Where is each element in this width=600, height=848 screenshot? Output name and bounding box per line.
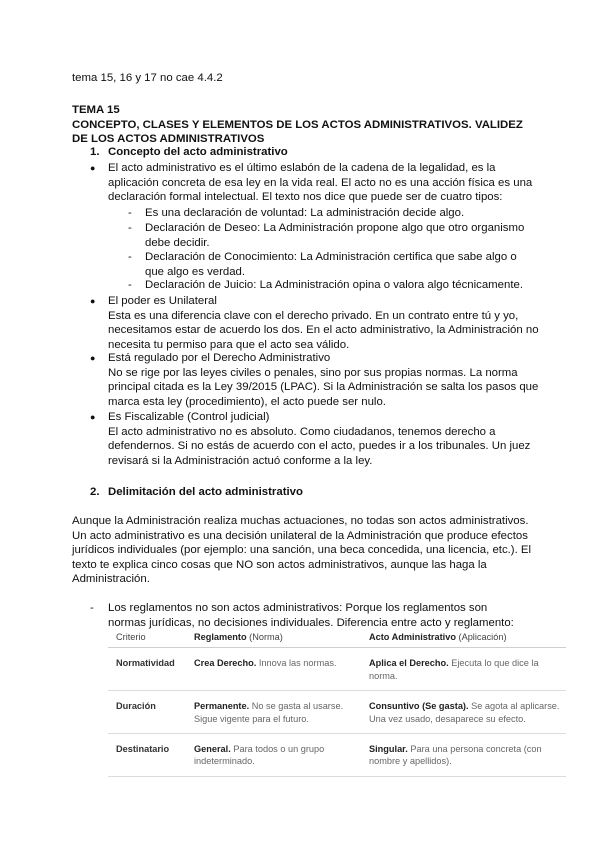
title-line-3: DE LOS ACTOS ADMINISTRATIVOS [72, 133, 265, 146]
top-note: tema 15, 16 y 17 no cae 4.4.2 [72, 72, 223, 84]
dash-icon: - [90, 602, 94, 614]
dash-icon: - [128, 207, 132, 219]
bullet-text-2: El poder es Unilateral Esta es una diferencia clave con el derecho privado. En un contrato entre tú y yo, necesitamos estar de acuerdo los dos. En el acto administrativo, la Administración no necesita tu permiso para que el acto sea válido. [108, 295, 539, 351]
comparison-table [108, 628, 566, 777]
bullet-text-1: El acto administrativo es el último eslabón de la cadena de la legalidad, es la aplicación concreta de esa ley en la vida real. El acto no es una acción física es una declaración formal intelectual. El texto nos dice que puede ser de cuatro tipos: [108, 162, 533, 204]
bullet-text-4: Es Fiscalizable (Control judicial) El acto administrativo no es absoluto. Como ciudadanos, tenemos derecho a defendernos. Si no estás de acuerdo con el acto, puedes ir a los tribunales. Un juez revisará si la Administración actuó conforme a la ley. [108, 411, 531, 467]
bullet-icon: ● [90, 412, 96, 422]
row-acto: Singular. Para una persona concreta (con nombre y apellidos). [361, 734, 566, 777]
row-acto: Aplica el Derecho. Ejecuta lo que dice la norma. [361, 648, 566, 691]
title-line-1: TEMA 15 [72, 104, 120, 116]
section-2-paragraph: Aunque la Administración realiza muchas actuaciones, no todas son actos administrativos. Un acto administrativo es una decisión unilateral de la Administración que produce efectos jurídicos individuales (por ejemplo: una sanción, una beca concedida, una licencia, etc.). El texto te explica cinco cosas que NO son actos administrativos, aunque las haga la Administración. [72, 515, 532, 586]
row-criterio: Duración [108, 691, 186, 734]
table-row [108, 691, 566, 734]
bullet-icon: ● [90, 296, 96, 306]
dash-text-2: Declaración de Deseo: La Administración propone algo que otro organismo debe decidir. [145, 222, 525, 249]
row-reglamento: Crea Derecho. Innova las normas. [186, 648, 361, 691]
row-criterio: Normatividad [108, 648, 186, 691]
dash-icon: - [128, 251, 132, 263]
dash-text-1: Es una declaración de voluntad: La administración decide algo. [145, 207, 465, 219]
dash-text-4: Declaración de Juicio: La Administración opina o valora algo técnicamente. [145, 279, 524, 291]
section-1-number: 1. [90, 146, 100, 158]
table-row [108, 648, 566, 691]
row-reglamento: Permanente. No se gasta al usarse. Sigue vigente para el futuro. [186, 691, 361, 734]
dash-text-reglamentos: Los reglamentos no son actos administrativos: Porque los reglamentos son normas jurídicas, no decisiones individuales. Diferencia entre acto y reglamento: [108, 602, 514, 629]
table-row [108, 734, 566, 777]
section-1-title: Concepto del acto administrativo [108, 146, 288, 158]
header-criterio: Criterio [108, 628, 186, 648]
header-acto: Acto Administrativo (Aplicación) [361, 628, 566, 648]
title-line-2: CONCEPTO, CLASES Y ELEMENTOS DE LOS ACTOS ADMINISTRATIVOS. VALIDEZ [72, 118, 523, 131]
dash-icon: - [128, 279, 132, 291]
row-criterio: Destinatario [108, 734, 186, 777]
dash-text-3: Declaración de Conocimiento: La Administración certifica que sabe algo o que algo es verdad. [145, 251, 517, 278]
page-title [72, 103, 542, 147]
bullet-text-3: Está regulado por el Derecho Administrativo No se rige por las leyes civiles o penales, sino por sus propias normas. La norma principal citada es la Ley 39/2015 (LPAC). Si la Administración se salta los pasos que marca esta ley (procedimiento), el acto puede ser nulo. [108, 352, 539, 408]
bullet-icon: ● [90, 353, 96, 363]
dash-icon: - [128, 222, 132, 234]
table-header-row [108, 628, 566, 648]
header-reglamento: Reglamento (Norma) [186, 628, 361, 648]
section-2-number: 2. [90, 486, 100, 498]
row-reglamento: General. Para todos o un grupo indeterminado. [186, 734, 361, 777]
row-acto: Consuntivo (Se gasta). Se agota al aplicarse. Una vez usado, desaparece su efecto. [361, 691, 566, 734]
bullet-icon: ● [90, 163, 96, 173]
section-2-title: Delimitación del acto administrativo [108, 486, 303, 498]
